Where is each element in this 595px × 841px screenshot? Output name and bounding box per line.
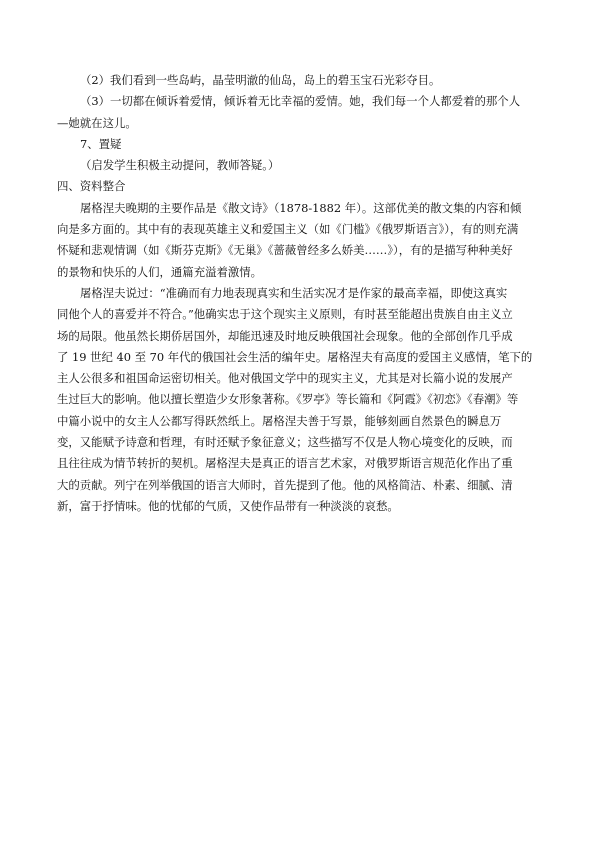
text-line: 屠格涅夫晚期的主要作品是《散文诗》（1878-1882 年）。这部优美的散文集的内容和倾 [80,200,522,215]
text-line: （启发学生积极主动提问，教师答疑。） [80,158,280,173]
text-line: 主人公很多和祖国命运密切相关。他对俄国文学中的现实主义，尤其是对长篇小说的发展产 [57,371,513,386]
section-heading: 四、资料整合 [57,179,126,194]
text-line: 了 19 世纪 40 至 70 年代的俄国社会生活的编年史。屠格涅夫有高度的爱国主义感情，笔下的 [57,349,533,364]
text-line: 生过巨大的影响。他以擅长塑造少女形象著称。《罗亭》等长篇和《阿霞》《初恋》《春潮》等 [57,392,519,407]
text-line: 变，又能赋予诗意和哲理，有时还赋予象征意义；这些描写不仅是人物心境变化的反映，而 [57,435,513,450]
document-body [57,70,541,517]
text-line: （3）一切都在倾诉着爱情，倾诉着无比幸福的爱情。她，我们每一个人都爱着的那个人 [80,94,521,109]
text-line: —她就在这儿。 [57,115,137,130]
text-line: 的景物和快乐的人们，通篇充溢着激情。 [57,264,263,279]
text-line: （2）我们看到一些岛屿，晶莹明澈的仙岛，岛上的碧玉宝石光彩夺目。 [80,73,441,87]
text-line: 屠格涅夫说过：“准确而有力地表现真实和生活实况才是作家的最高幸福，即使这真实 [80,285,508,300]
text-line: 且往往成为情节转折的契机。屠格涅夫是真正的语言艺术家，对俄罗斯语言规范化作出了重 [57,456,513,471]
text-line: 新，富于抒情味。他的忧郁的气质，又使作品带有一种淡淡的哀愁。 [57,498,399,513]
text-line: 怀疑和悲观情调（如《斯芬克斯》《无巢》《蔷薇曾经多么娇美……》），有的是描写种种美好 [57,243,513,258]
section-heading: 7、置疑 [80,136,122,151]
text-line: 向是多方面的。其中有的表现英雄主义和爱国主义（如《门槛》《俄罗斯语言》），有的则充满 [57,222,519,237]
text-line: 大的贡献。列宁在列举俄国的语言大师时，首先提到了他。他的风格简洁、朴素、细腻、清 [57,477,513,492]
text-line: 同他个人的喜爱并不符合。”他确实忠于这个现实主义原则，有时甚至能超出贵族自由主义立 [57,307,513,322]
text-line: 场的局限。他虽然长期侨居国外，却能迅速及时地反映俄国社会现象。他的全部创作几乎成 [57,328,513,343]
text-line: 中篇小说中的女主人公都写得跃然纸上。屠格涅夫善于写景，能够刻画自然景色的瞬息万 [57,413,502,428]
